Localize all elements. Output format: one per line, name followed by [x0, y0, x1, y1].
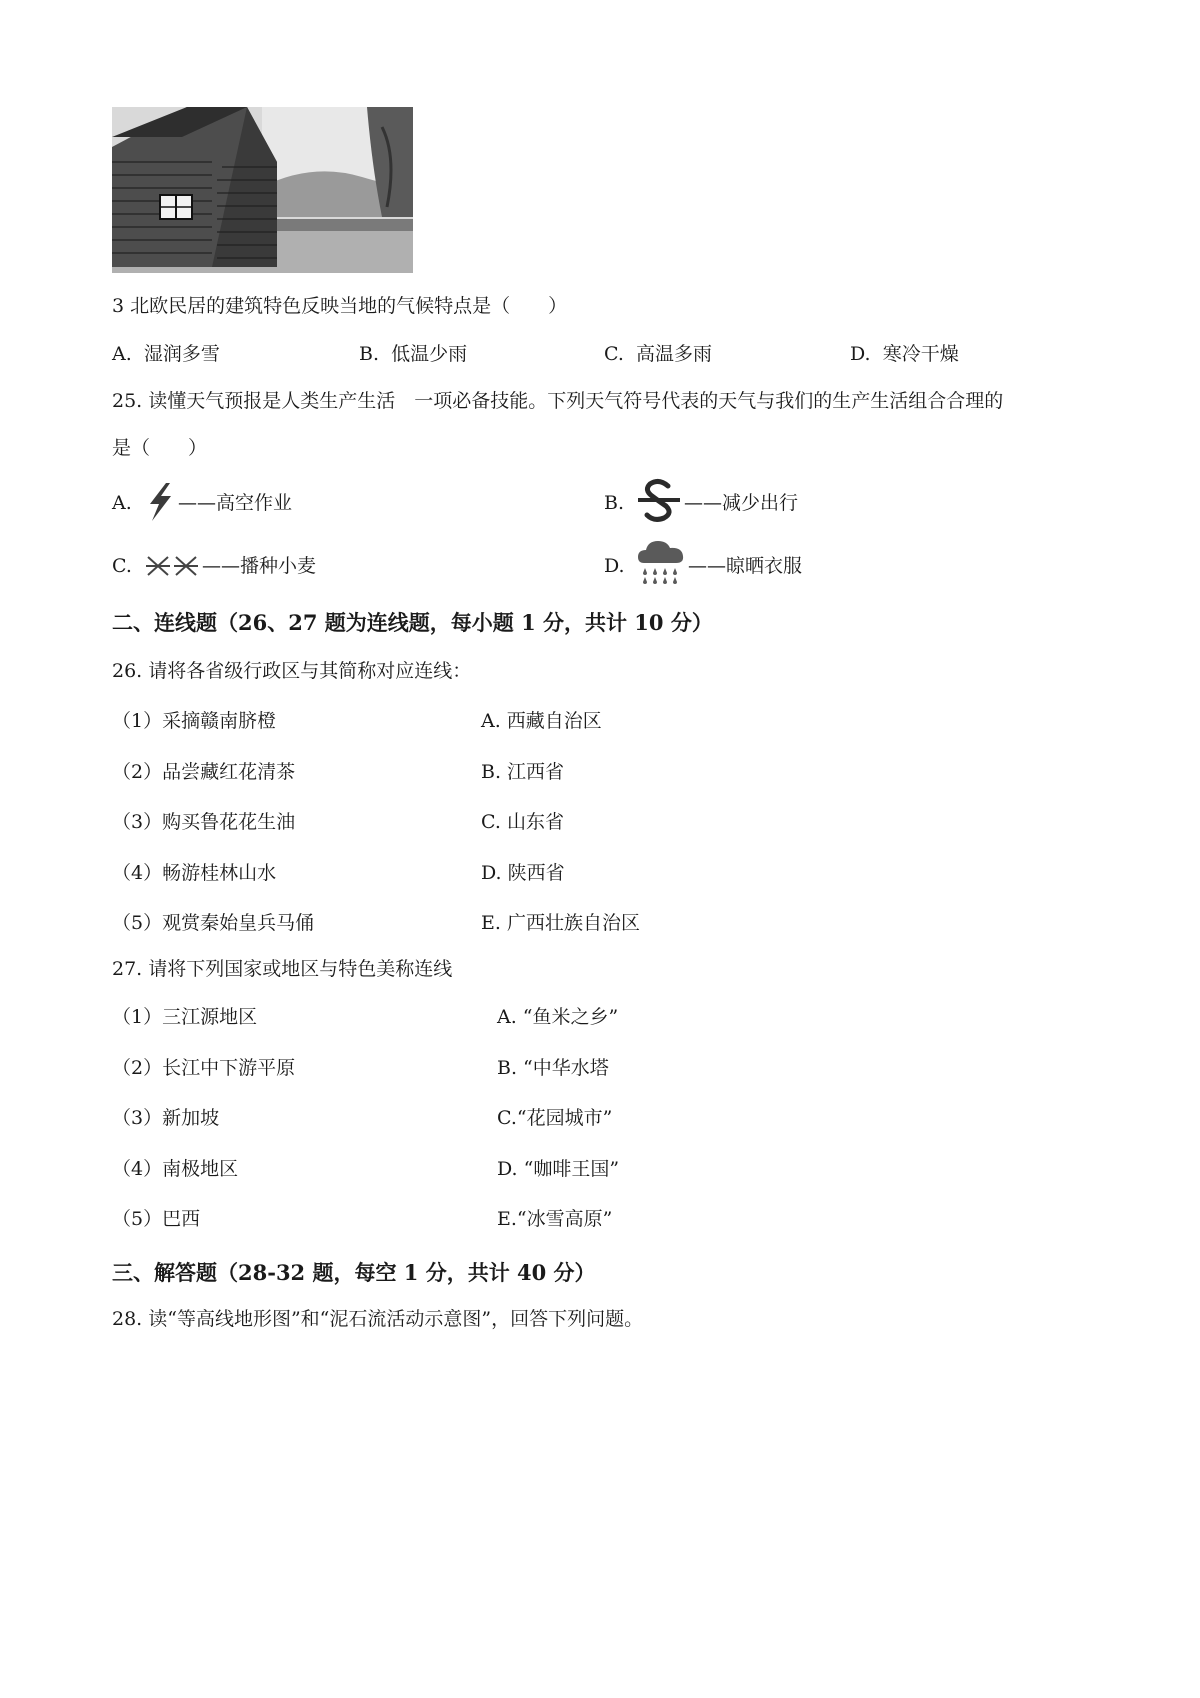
- nordic-house-photo: [112, 107, 413, 273]
- q26-right-item: D. 陕西省: [481, 862, 565, 884]
- lightning-icon: [144, 482, 176, 522]
- q27-left-item: （3）新加坡: [112, 1107, 220, 1129]
- option-letter: A.: [112, 343, 132, 365]
- option-c-text: ——播种小麦: [202, 555, 317, 577]
- q26-left-item: （4）畅游桂林山水: [112, 862, 277, 884]
- option-letter: C.: [604, 343, 624, 365]
- q26-left-item: （5）观赏秦始皇兵马俑: [112, 912, 315, 934]
- option-letter: D.: [850, 343, 871, 365]
- question-25-stem-line1: 25. 读懂天气预报是人类生产生活 一项必备技能。下列天气符号代表的天气与我们的生产生活组合合理的: [112, 390, 1004, 412]
- rain-cloud-icon: [636, 537, 686, 585]
- snowflake-icon: [146, 554, 200, 578]
- question-25-stem-line2: 是（ ）: [112, 437, 208, 459]
- option-text: 湿润多雪: [143, 343, 220, 365]
- q27-right-item: B. “中华水塔: [497, 1057, 609, 1079]
- option-c: [604, 342, 712, 366]
- option-a-letter: A.: [112, 492, 132, 514]
- sandstorm-icon: [636, 478, 682, 522]
- option-b-text: ——减少出行: [684, 492, 799, 514]
- q27-right-item: C.“花园城市”: [497, 1107, 613, 1129]
- question-24-stem: 3 北欧民居的建筑特色反映当地的气候特点是（ ）: [112, 295, 568, 317]
- option-c-letter: C.: [112, 555, 132, 577]
- option-a-text: ——高空作业: [178, 492, 293, 514]
- q27-left-item: （1）三江源地区: [112, 1006, 258, 1028]
- q27-left-item: （4）南极地区: [112, 1158, 239, 1180]
- section-2-heading: 二、连线题（26、27 题为连线题，每小题 1 分，共计 10 分）: [112, 610, 713, 635]
- question-26-stem: 26. 请将各省级行政区与其简称对应连线：: [112, 660, 472, 682]
- option-d-letter: D.: [604, 555, 625, 577]
- q26-right-item: C. 山东省: [481, 811, 564, 833]
- question-28-stem: 28. 读“等高线地形图”和“泥石流活动示意图”，回答下列问题。: [112, 1308, 644, 1330]
- question-27-stem: 27. 请将下列国家或地区与特色美称连线: [112, 958, 453, 980]
- section-3-heading: 三、解答题（28-32 题，每空 1 分，共计 40 分）: [112, 1260, 596, 1285]
- q26-right-item: E. 广西壮族自治区: [481, 912, 640, 934]
- option-text: 高温多雨: [636, 343, 713, 365]
- q27-left-item: （2）长江中下游平原: [112, 1057, 296, 1079]
- q26-left-item: （1）采摘赣南脐橙: [112, 710, 277, 732]
- q26-right-item: B. 江西省: [481, 761, 565, 783]
- q27-right-item: A. “鱼米之乡”: [497, 1006, 619, 1028]
- option-a: [112, 342, 220, 366]
- option-b: [359, 342, 467, 366]
- q27-left-item: （5）巴西: [112, 1208, 201, 1230]
- option-d: [850, 342, 959, 366]
- q26-left-item: （3）购买鲁花花生油: [112, 811, 296, 833]
- q26-right-item: A. 西藏自治区: [481, 710, 602, 732]
- option-letter: B.: [359, 343, 380, 365]
- q26-left-item: （2）品尝藏红花清茶: [112, 761, 296, 783]
- q27-right-item: E.“冰雪高原”: [497, 1208, 613, 1230]
- q27-right-item: D. “咖啡王国”: [497, 1158, 620, 1180]
- option-b-letter: B.: [604, 492, 625, 514]
- option-d-text: ——晾晒衣服: [688, 555, 803, 577]
- option-text: 低温少雨: [391, 343, 468, 365]
- option-text: 寒冷干燥: [882, 343, 959, 365]
